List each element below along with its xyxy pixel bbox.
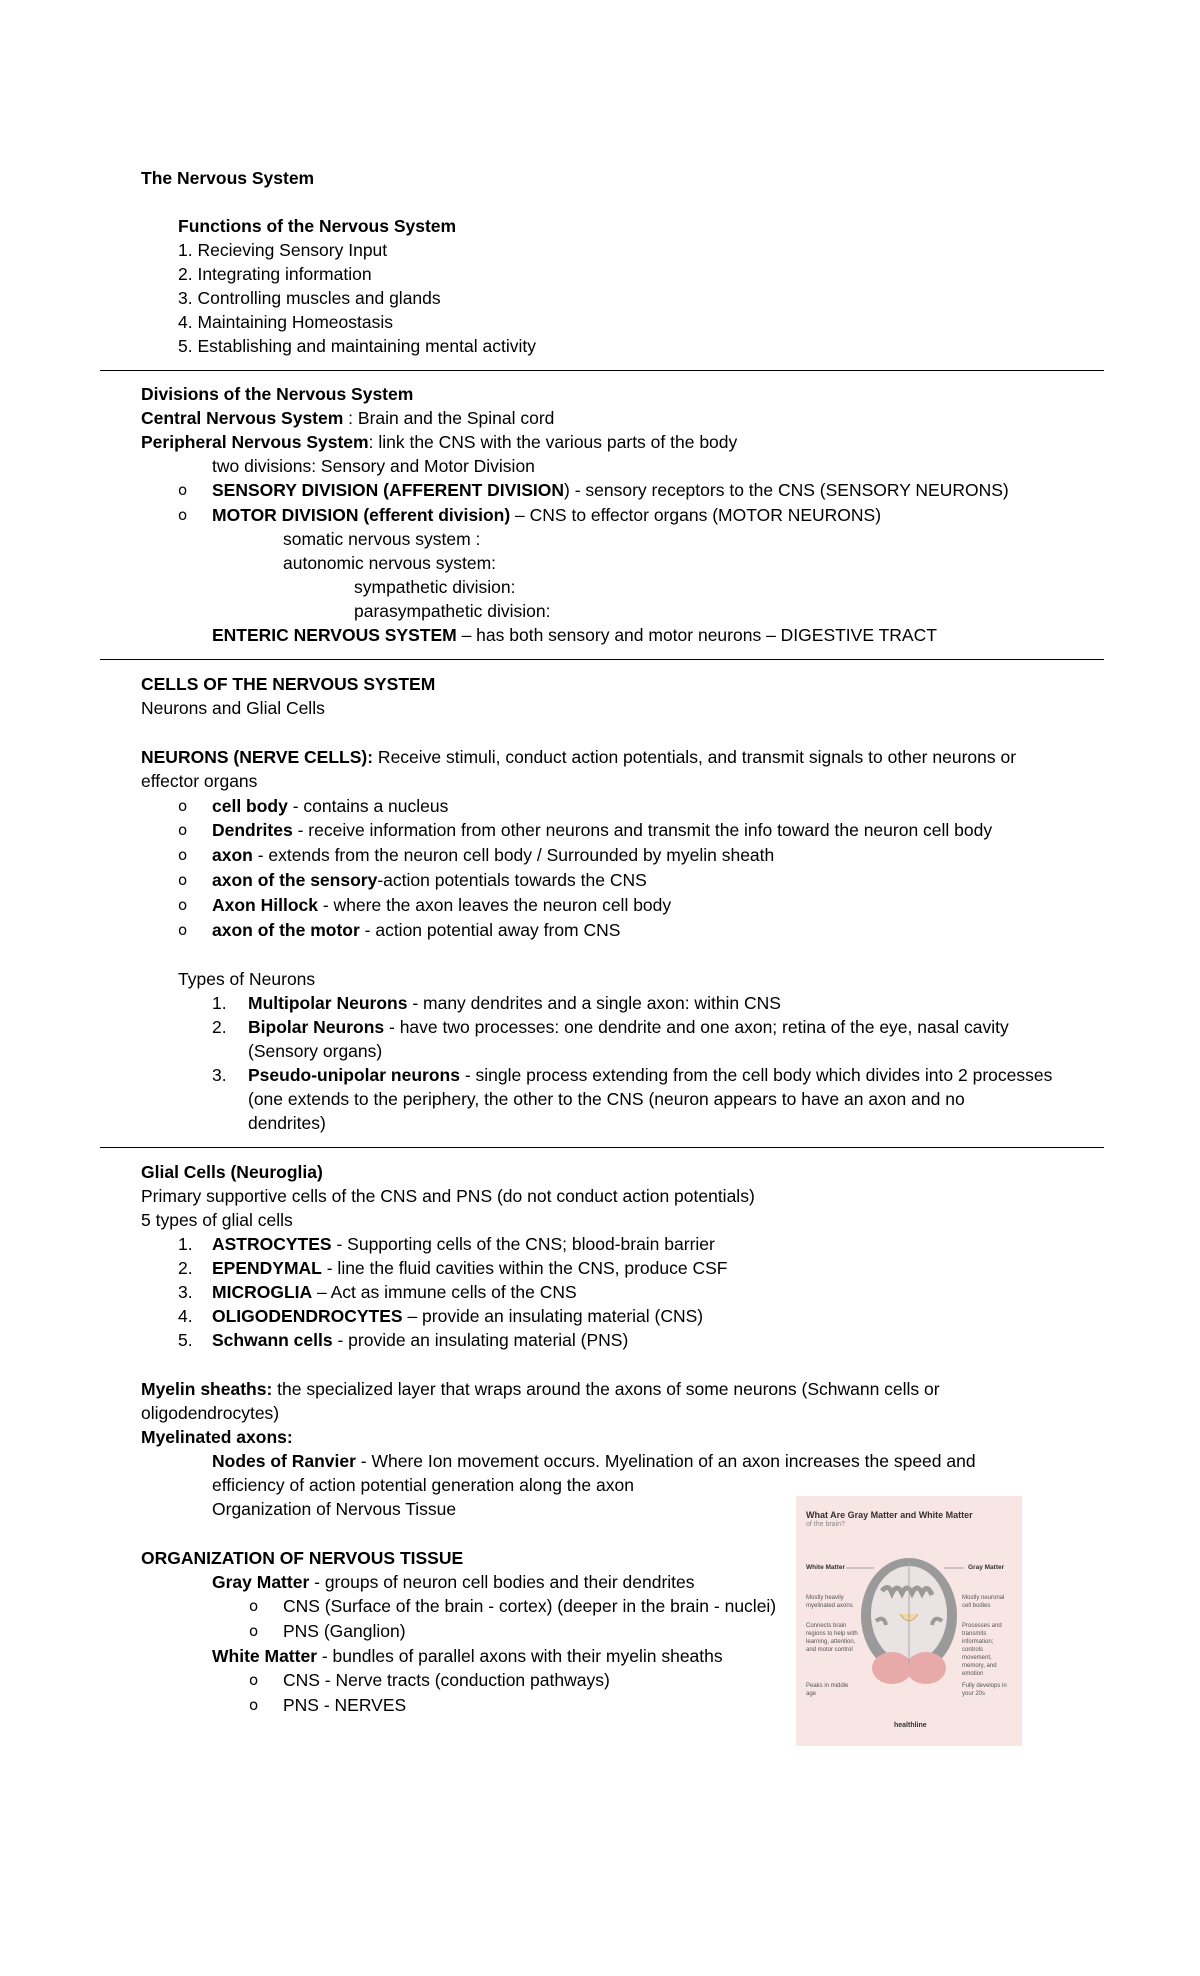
organization-heading: ORGANIZATION OF NERVOUS TISSUE xyxy=(141,1548,464,1568)
myelinated-heading: Myelinated axons: xyxy=(141,1427,293,1447)
glial-item-label: ASTROCYTES xyxy=(212,1234,332,1254)
white-text: - bundles of parallel axons with their myelin sheaths xyxy=(317,1646,723,1666)
neuron-type xyxy=(248,991,781,1015)
part-label: axon of the sensory xyxy=(212,870,378,890)
ranvier-text: - Where Ion movement occurs. Myelination of an axon increases the speed and xyxy=(355,1451,976,1471)
type-text: - have two processes: one dendrite and one axon; retina of the eye, nasal cavity xyxy=(384,1017,1009,1037)
part-label: Axon Hillock xyxy=(212,895,318,915)
bullet-icon: o xyxy=(178,506,188,524)
neuron-type xyxy=(248,1063,1052,1087)
white-desc: Peaks in middle age xyxy=(806,1683,849,1697)
cns-text: : Brain and the Spinal cord xyxy=(343,408,555,428)
section-divider xyxy=(100,370,1104,371)
glial-item-text: – provide an insulating material (CNS) xyxy=(402,1306,704,1326)
neuron-part xyxy=(212,893,671,917)
bullet-icon: o xyxy=(178,846,188,864)
pns-label: Peripheral Nervous System xyxy=(141,432,369,452)
bullet-icon: o xyxy=(249,1597,259,1615)
pns-text: : link the CNS with the various parts of the body xyxy=(368,432,738,452)
sensory-text: ) - sensory receptors to the CNS (SENSORY NEURONS) xyxy=(564,480,1009,500)
type-text: - many dendrites and a single axon: within CNS xyxy=(407,993,781,1013)
glial-item-text: - provide an insulating material (PNS) xyxy=(332,1330,629,1350)
neuron-part xyxy=(212,843,774,867)
part-label: cell body xyxy=(212,796,288,816)
sensory-label: SENSORY DIVISION (AFFERENT DIVISION xyxy=(212,480,564,500)
white-label: White Matter xyxy=(212,1646,317,1666)
glial-item xyxy=(212,1232,715,1256)
neuron-part xyxy=(212,868,647,892)
enteric-text: – has both sensory and motor neurons – DIGESTIVE TRACT xyxy=(456,625,937,645)
two-divisions-line: two divisions: Sensory and Motor Division xyxy=(212,456,535,476)
list-number: 3. xyxy=(212,1065,227,1085)
list-number: 2. xyxy=(212,1017,227,1037)
part-text: - extends from the neuron cell body / Surrounded by myelin sheath xyxy=(252,845,775,865)
glial-item xyxy=(212,1256,727,1280)
enteric-line xyxy=(212,623,937,647)
glial-item xyxy=(212,1328,628,1352)
glial-line: Primary supportive cells of the CNS and PNS (do not conduct action potentials) xyxy=(141,1186,755,1206)
bullet-icon: o xyxy=(249,1671,259,1689)
brain-illustration xyxy=(796,1496,1022,1746)
ranvier-line-cont: efficiency of action potential generation along the axon xyxy=(212,1475,634,1495)
cns-line xyxy=(141,406,554,430)
neuron-part xyxy=(212,918,620,942)
motor-division-line xyxy=(212,503,881,527)
gray-label: Gray Matter xyxy=(212,1572,310,1592)
gray-text: - groups of neuron cell bodies and their dendrites xyxy=(309,1572,695,1592)
neurons-definition xyxy=(141,745,1016,769)
divisions-heading: Divisions of the Nervous System xyxy=(141,384,414,404)
pns-line xyxy=(141,430,737,454)
myelin-label: Myelin sheaths: xyxy=(141,1379,273,1399)
bullet-icon: o xyxy=(249,1622,259,1640)
neuron-type-cont: dendrites) xyxy=(248,1113,326,1133)
list-number: 2. xyxy=(178,1258,193,1278)
white-desc: Connects brain regions to help with learning, attention, and motor control xyxy=(806,1623,858,1653)
part-text: - contains a nucleus xyxy=(287,796,449,816)
part-text: -action potentials towards the CNS xyxy=(377,870,647,890)
bullet-icon: o xyxy=(178,797,188,815)
gray-item: PNS (Ganglion) xyxy=(283,1621,406,1641)
myelin-line xyxy=(141,1377,940,1401)
parasympathetic-line: parasympathetic division: xyxy=(354,601,551,621)
section-divider xyxy=(100,659,1104,660)
glial-item-label: MICROGLIA xyxy=(212,1282,313,1302)
gray-item: CNS (Surface of the brain - cortex) (deeper in the brain - nuclei) xyxy=(283,1596,777,1616)
motor-label: MOTOR DIVISION (efferent division) xyxy=(212,505,511,525)
sympathetic-line: sympathetic division: xyxy=(354,577,516,597)
function-item: 5. Establishing and maintaining mental activity xyxy=(178,336,536,356)
white-desc: Mostly heavily myelinated axons xyxy=(806,1595,853,1609)
list-number: 4. xyxy=(178,1306,193,1326)
neuron-type xyxy=(248,1015,1009,1039)
glial-item xyxy=(212,1280,577,1304)
part-text: - receive information from other neurons and transmit the info toward the neuron cell body xyxy=(292,820,993,840)
list-number: 1. xyxy=(212,993,227,1013)
glial-item-label: OLIGODENDROCYTES xyxy=(212,1306,403,1326)
bullet-icon: o xyxy=(178,481,188,499)
glial-item xyxy=(212,1304,703,1328)
myelin-text: the specialized layer that wraps around the axons of some neurons (Schwann cells or xyxy=(272,1379,940,1399)
bullet-icon: o xyxy=(178,921,188,939)
part-label: Dendrites xyxy=(212,820,293,840)
bullet-icon: o xyxy=(178,821,188,839)
bullet-icon: o xyxy=(178,871,188,889)
neuron-type-cont: (Sensory organs) xyxy=(248,1041,383,1061)
glial-item-label: EPENDYMAL xyxy=(212,1258,322,1278)
cells-subheading: Neurons and Glial Cells xyxy=(141,698,325,718)
neurons-label: NEURONS (NERVE CELLS): xyxy=(141,747,374,767)
enteric-label: ENTERIC NERVOUS SYSTEM xyxy=(212,625,457,645)
gray-desc: Fully develops in your 20s xyxy=(962,1683,1007,1697)
glial-item-label: Schwann cells xyxy=(212,1330,333,1350)
list-number: 1. xyxy=(178,1234,193,1254)
gray-matter-line xyxy=(212,1570,695,1594)
healthline-logo: healthline xyxy=(894,1722,927,1729)
ranvier-line xyxy=(212,1449,976,1473)
glial-item-text: - line the fluid cavities within the CNS, produce CSF xyxy=(321,1258,728,1278)
figure-subtitle: of the brain? xyxy=(806,1521,845,1528)
motor-text: – CNS to effector organs (MOTOR NEURONS) xyxy=(510,505,882,525)
part-label: axon xyxy=(212,845,253,865)
function-item: 4. Maintaining Homeostasis xyxy=(178,312,393,332)
white-item: PNS - NERVES xyxy=(283,1695,407,1715)
myelin-line-cont: oligodendrocytes) xyxy=(141,1403,280,1423)
glial-heading: Glial Cells (Neuroglia) xyxy=(141,1162,323,1182)
types-heading: Types of Neurons xyxy=(178,969,316,989)
type-label: Multipolar Neurons xyxy=(248,993,408,1013)
neuron-part xyxy=(212,794,448,818)
function-item: 3. Controlling muscles and glands xyxy=(178,288,441,308)
neuron-part xyxy=(212,818,992,842)
glial-line: 5 types of glial cells xyxy=(141,1210,293,1230)
page-title: The Nervous System xyxy=(141,168,315,188)
sensory-division-line xyxy=(212,478,1009,502)
autonomic-line: autonomic nervous system: xyxy=(283,553,497,573)
white-matter-line xyxy=(212,1644,723,1668)
part-text: - action potential away from CNS xyxy=(359,920,621,940)
type-text: - single process extending from the cell body which divides into 2 processes xyxy=(459,1065,1053,1085)
cells-heading: CELLS OF THE NERVOUS SYSTEM xyxy=(141,674,436,694)
list-number: 3. xyxy=(178,1282,193,1302)
white-item: CNS - Nerve tracts (conduction pathways) xyxy=(283,1670,610,1690)
gray-desc: Processes and transmits information; controls movement, memory, and emotion xyxy=(962,1623,1002,1677)
part-label: axon of the motor xyxy=(212,920,360,940)
neuron-type-cont: (one extends to the periphery, the other to the CNS (neuron appears to have an axon and no xyxy=(248,1089,965,1109)
bullet-icon: o xyxy=(178,896,188,914)
gray-matter-label: Gray Matter xyxy=(968,1564,1005,1571)
gray-desc: Mostly neuronal cell bodies xyxy=(962,1595,1005,1609)
list-number: 5. xyxy=(178,1330,193,1350)
glial-item-text: - Supporting cells of the CNS; blood-brain barrier xyxy=(331,1234,715,1254)
part-text: - where the axon leaves the neuron cell body xyxy=(318,895,672,915)
neurons-definition-cont: effector organs xyxy=(141,771,258,791)
organization-line: Organization of Nervous Tissue xyxy=(212,1499,457,1519)
ranvier-label: Nodes of Ranvier xyxy=(212,1451,356,1471)
type-label: Bipolar Neurons xyxy=(248,1017,385,1037)
section-divider xyxy=(100,1147,1104,1148)
cns-label: Central Nervous System xyxy=(141,408,344,428)
neurons-text: Receive stimuli, conduct action potentials, and transmit signals to other neurons or xyxy=(373,747,1017,767)
bullet-icon: o xyxy=(249,1696,259,1714)
figure-title: What Are Gray Matter and White Matter xyxy=(806,1510,973,1520)
type-label: Pseudo-unipolar neurons xyxy=(248,1065,460,1085)
glial-item-text: – Act as immune cells of the CNS xyxy=(312,1282,577,1302)
somatic-line: somatic nervous system : xyxy=(283,529,481,549)
function-item: 2. Integrating information xyxy=(178,264,372,284)
white-matter-label: White Matter xyxy=(806,1564,845,1571)
functions-heading: Functions of the Nervous System xyxy=(178,216,457,236)
brain-figure xyxy=(796,1496,1022,1746)
function-item: 1. Recieving Sensory Input xyxy=(178,240,388,260)
